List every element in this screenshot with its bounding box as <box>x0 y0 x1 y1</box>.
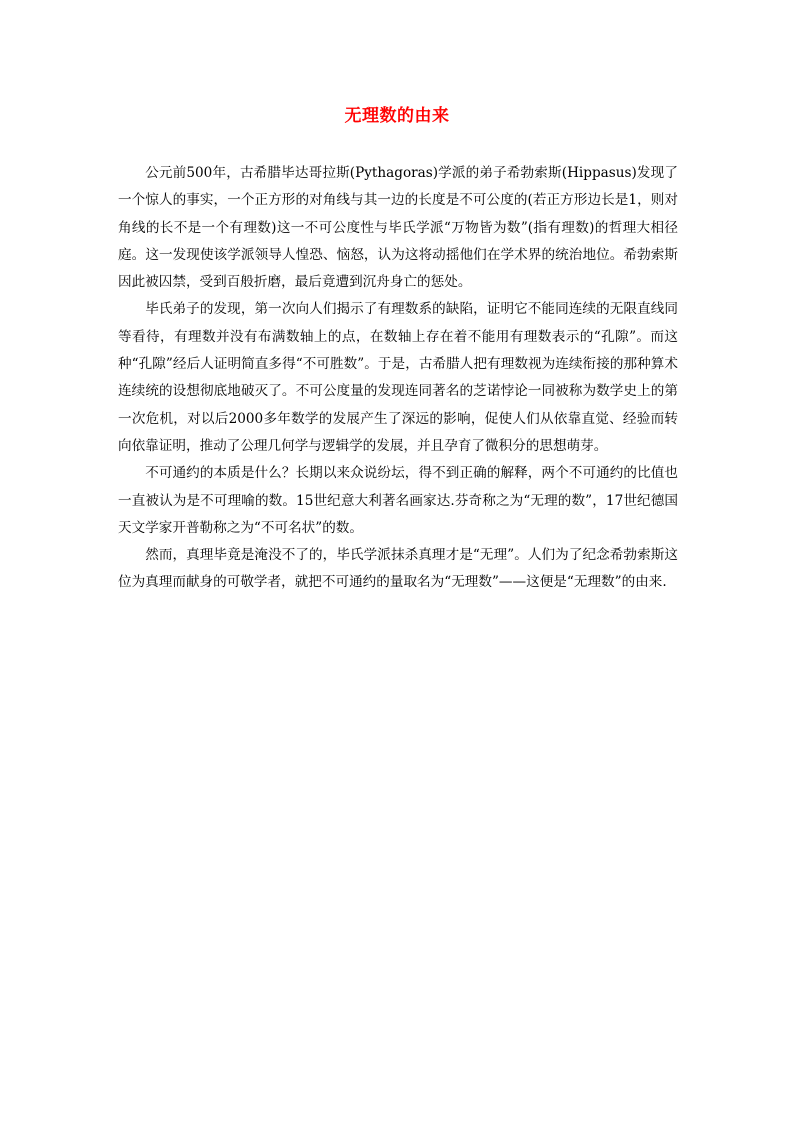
document-body <box>118 160 678 597</box>
paragraph-1: 公元前500年，古希腊毕达哥拉斯(Pythagoras)学派的弟子希勃索斯(Hippasus)发现了一个惊人的事实，一个正方形的对角线与其一边的长度是不可公度的(若正方形边长是1，则对角线的长不是一个有理数)这一不可公度性与毕氏学派“万物皆为数”(指有理数)的哲理大相径庭。这一发现使该学派领导人惶恐、恼怒，认为这将动摇他们在学术界的统治地位。希勃索斯因此被囚禁，受到百般折磨，最后竟遭到沉舟身亡的惩处。 <box>118 165 678 291</box>
paragraph-2: 毕氏弟子的发现，第一次向人们揭示了有理数系的缺陷，证明它不能同连续的无限直线同等看待，有理数并没有布满数轴上的点，在数轴上存在着不能用有理数表示的“孔隙”。而这种“孔隙”经后人证明简直多得“不可胜数”。于是，古希腊人把有理数视为连续衔接的那种算术连续统的设想彻底地破灭了。不可公度量的发现连同著名的芝诺悖论一同被称为数学史上的第一次危机，对以后2000多年数学的发展产生了深远的影响，促使人们从依靠直觉、经验而转向依靠证明，推动了公理几何学与逻辑学的发展，并且孕育了微积分的思想萌芽。 <box>118 301 678 454</box>
paragraph-3: 不可通约的本质是什么？长期以来众说纷坛，得不到正确的解释，两个不可通约的比值也一直被认为是不可理喻的数。15世纪意大利著名画家达.芬奇称之为“无理的数”，17世纪德国天文学家开普勒称之为“不可名状”的数。 <box>118 465 678 536</box>
document-title: 无理数的由来 <box>344 106 450 126</box>
paragraph-4: 然而，真理毕竟是淹没不了的，毕氏学派抹杀真理才是“无理”。人们为了纪念希勃索斯这位为真理而献身的可敬学者，就把不可通约的量取名为“无理数”——这便是“无理数”的由来. <box>118 547 678 591</box>
